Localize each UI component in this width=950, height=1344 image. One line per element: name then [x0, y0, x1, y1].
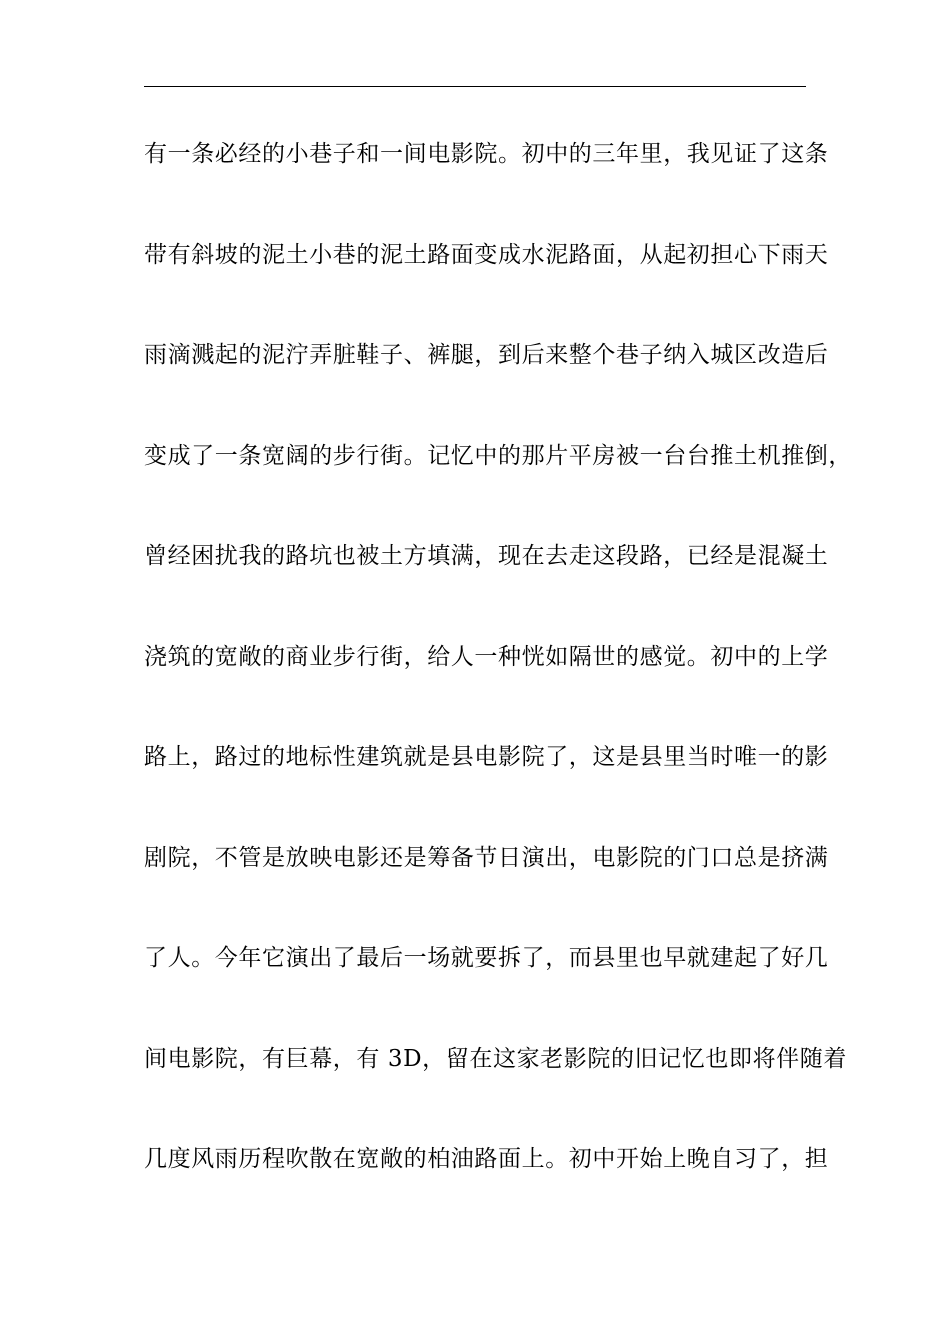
text-line: 曾经困扰我的路坑也被土方填满，现在去走这段路，已经是混凝土 [144, 543, 829, 569]
text-line: 雨滴溅起的泥泞弄脏鞋子、裤腿，到后来整个巷子纳入城区改造后 [144, 342, 829, 368]
text-line: 路上，路过的地标性建筑就是县电影院了，这是县里当时唯一的影 [144, 744, 829, 770]
text-line: 带有斜坡的泥土小巷的泥土路面变成水泥路面，从起初担心下雨天 [144, 241, 829, 268]
text-line: 间电影院，有巨幕，有 3D，留在这家老影院的旧记忆也即将伴随着 [144, 1045, 847, 1072]
text-line: 了人。今年它演出了最后一场就要拆了，而县里也早就建起了好几 [144, 945, 829, 971]
text-line: 几度风雨历程吹散在宽敞的柏油路面上。初中开始上晚自习了，担 [144, 1146, 829, 1172]
text-line: 变成了一条宽阔的步行街。记忆中的那片平房被一台台推土机推倒， [144, 442, 852, 469]
text-line: 浇筑的宽敞的商业步行街，给人一种恍如隔世的感觉。初中的上学 [144, 643, 829, 670]
body-text [144, 126, 852, 1232]
text-line: 有一条必经的小巷子和一间电影院。初中的三年里，我见证了这条 [144, 141, 829, 167]
header-rule [144, 86, 806, 87]
text-line: 剧院，不管是放映电影还是筹备节日演出，电影院的门口总是挤满 [144, 844, 829, 871]
